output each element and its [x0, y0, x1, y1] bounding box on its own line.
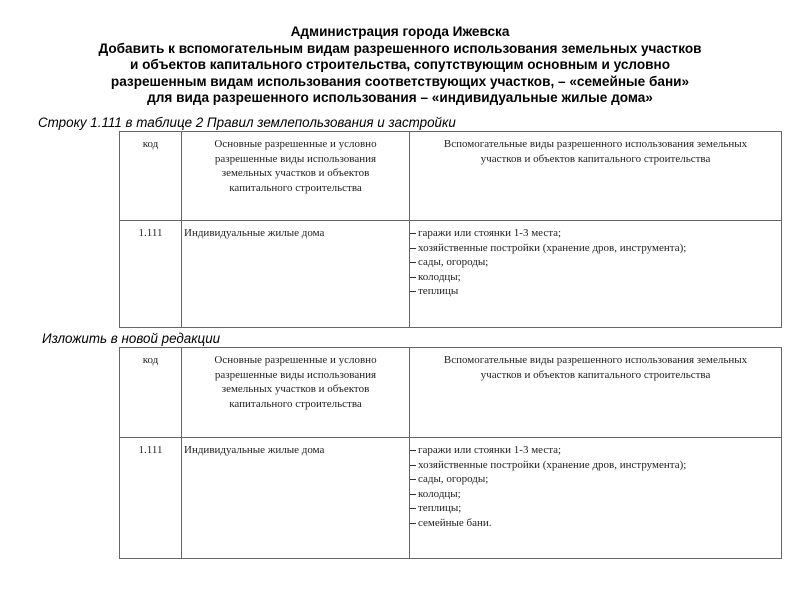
header-aux-uses: Вспомогательные виды разрешенного использования земельных участков и объектов капитального строительства [410, 348, 782, 438]
aux-use-item: колодцы; [410, 487, 777, 502]
aux-use-item: колодцы; [410, 270, 777, 285]
old-rule-table [119, 131, 782, 328]
table-row [120, 221, 782, 328]
row-code: 1.111 [120, 438, 182, 559]
header-main-uses: Основные разрешенные и условно разрешенные виды использования земельных участков и объектов капитального строительства [182, 132, 410, 221]
title-line: Администрация города Ижевска [290, 24, 510, 39]
title-line: и объектов капитального строительства, сопутствующим основным и условно [129, 57, 671, 72]
aux-use-item: сады, огороды; [410, 472, 777, 487]
header-code: код [120, 132, 182, 221]
aux-use-item: гаражи или стоянки 1-3 места; [410, 443, 777, 458]
header-main-uses: Основные разрешенные и условно разрешенные виды использования земельных участков и объектов капитального строительства [182, 348, 410, 438]
table-row [120, 438, 782, 559]
aux-use-item: семейные бани. [410, 516, 777, 531]
row-main-use: Индивидуальные жилые дома [182, 221, 410, 328]
row-reference: Строку 1.111 в таблице 2 Правил землепользования и застройки [38, 115, 456, 130]
aux-use-item: гаражи или стоянки 1-3 места; [410, 226, 777, 241]
aux-use-item: теплицы [410, 284, 777, 299]
title-line: разрешенным видам использования соответствующих участков, – «семейные бани» [110, 73, 690, 89]
title-line: для вида разрешенного использования – «индивидуальные жилые дома» [147, 90, 653, 105]
row-code: 1.111 [120, 221, 182, 328]
new-edition-label: Изложить в новой редакции [42, 331, 221, 346]
table-header-row [120, 132, 782, 221]
new-rule-table [119, 347, 782, 559]
header-code: код [120, 348, 182, 438]
header-aux-uses: Вспомогательные виды разрешенного использования земельных участков и объектов капитального строительства [410, 132, 782, 221]
aux-use-item: сады, огороды; [410, 255, 777, 270]
aux-use-item: хозяйственные постройки (хранение дров, инструмента); [410, 241, 777, 256]
table-header-row [120, 348, 782, 438]
row-aux-uses [410, 438, 782, 559]
aux-use-item: хозяйственные постройки (хранение дров, инструмента); [410, 458, 777, 473]
row-aux-uses [410, 221, 782, 328]
document-title [0, 24, 800, 107]
aux-use-item: теплицы; [410, 501, 777, 516]
row-main-use: Индивидуальные жилые дома [182, 438, 410, 559]
title-line: Добавить к вспомогательным видам разрешенного использования земельных участков [98, 40, 702, 56]
